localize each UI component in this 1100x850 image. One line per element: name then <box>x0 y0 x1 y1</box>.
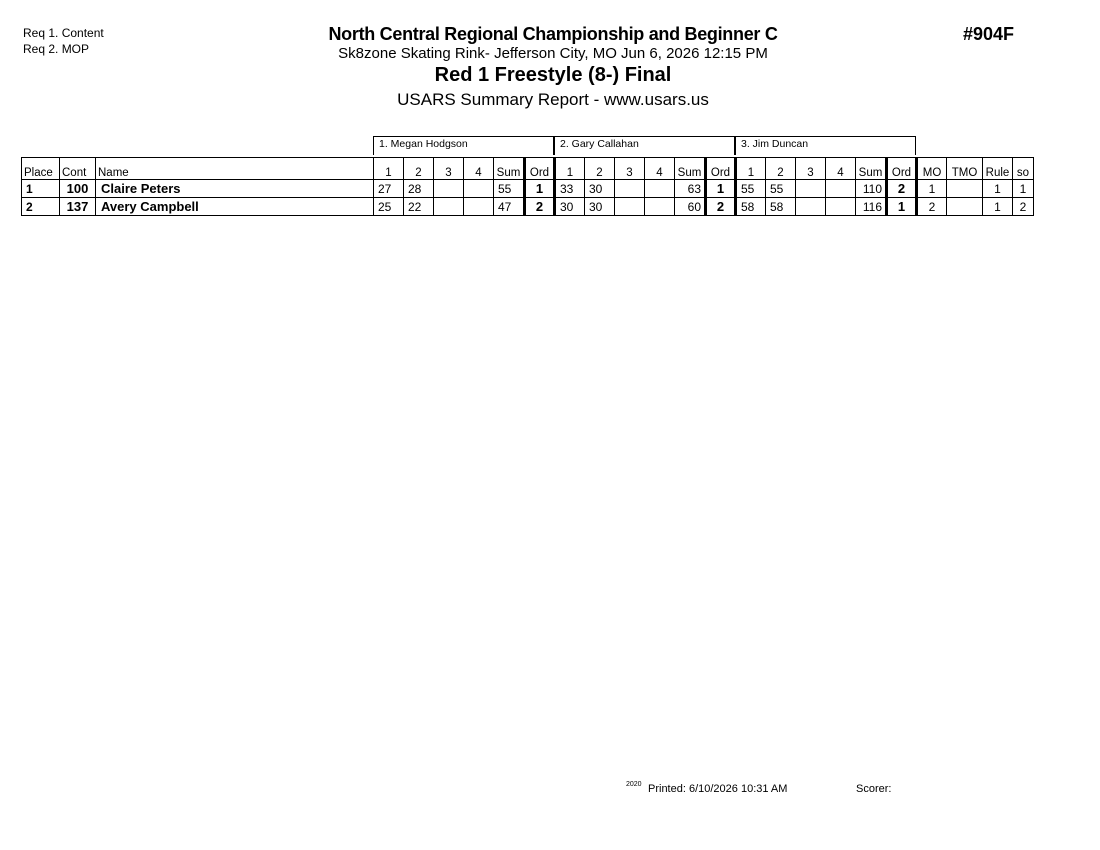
sum-cell: 63 <box>675 180 706 198</box>
score-cell <box>464 198 494 216</box>
so-cell: 2 <box>1013 198 1034 216</box>
header-row <box>22 158 1034 180</box>
score-cell <box>434 198 464 216</box>
col-j3-sum: Sum <box>856 158 887 180</box>
col-j1-score-1: 1 <box>374 158 404 180</box>
score-cell: 55 <box>736 180 766 198</box>
score-cell: 55 <box>766 180 796 198</box>
score-cell: 30 <box>585 180 615 198</box>
col-j3-score-2: 2 <box>766 158 796 180</box>
score-cell: 22 <box>404 198 434 216</box>
ord-cell: 1 <box>525 180 555 198</box>
event-code: #904F <box>963 24 1015 44</box>
score-cell: 28 <box>404 180 434 198</box>
score-cell: 25 <box>374 198 404 216</box>
judge-header-3: 3. Jim Duncan <box>735 136 916 155</box>
mo-cell: 2 <box>917 198 947 216</box>
table-row <box>22 198 1034 216</box>
col-j2-ord: Ord <box>706 158 736 180</box>
col-mo: MO <box>917 158 947 180</box>
score-cell <box>796 198 826 216</box>
cont-cell: 100 <box>60 180 96 198</box>
col-tmo: TMO <box>947 158 983 180</box>
ord-cell: 2 <box>706 198 736 216</box>
report-title: USARS Summary Report - www.usars.us <box>397 90 709 109</box>
ord-cell: 1 <box>887 198 917 216</box>
place-cell: 2 <box>22 198 60 216</box>
name-cell: Avery Campbell <box>96 198 374 216</box>
col-j2-sum: Sum <box>675 158 706 180</box>
place-cell: 1 <box>22 180 60 198</box>
col-j2-score-3: 3 <box>615 158 645 180</box>
col-j3-score-4: 4 <box>826 158 856 180</box>
col-j2-score-4: 4 <box>645 158 675 180</box>
ord-cell: 2 <box>525 198 555 216</box>
judge-header-1: 1. Megan Hodgson <box>373 136 554 155</box>
score-cell <box>615 198 645 216</box>
cont-cell: 137 <box>60 198 96 216</box>
rule-cell: 1 <box>983 198 1013 216</box>
score-cell <box>615 180 645 198</box>
col-j1-sum: Sum <box>494 158 525 180</box>
results-table <box>21 157 1034 216</box>
score-cell: 30 <box>555 198 585 216</box>
so-cell: 1 <box>1013 180 1034 198</box>
col-j2-score-1: 1 <box>555 158 585 180</box>
event-title: Red 1 Freestyle (8-) Final <box>434 64 672 86</box>
score-cell: 27 <box>374 180 404 198</box>
score-cell: 58 <box>736 198 766 216</box>
score-cell <box>645 198 675 216</box>
sum-cell: 55 <box>494 180 525 198</box>
col-j3-score-3: 3 <box>796 158 826 180</box>
score-cell <box>645 180 675 198</box>
competition-title: North Central Regional Championship and Beginner C <box>328 24 778 44</box>
col-j1-ord: Ord <box>525 158 555 180</box>
score-cell <box>826 180 856 198</box>
rule-cell: 1 <box>983 180 1013 198</box>
col-cont: Cont <box>60 158 96 180</box>
venue-line: Sk8zone Skating Rink- Jefferson City, MO Jun 6, 2026 12:15 PM <box>338 45 768 62</box>
score-cell <box>796 180 826 198</box>
col-rule: Rule <box>983 158 1013 180</box>
col-j1-score-2: 2 <box>404 158 434 180</box>
col-j2-score-2: 2 <box>585 158 615 180</box>
score-cell <box>826 198 856 216</box>
col-place: Place <box>22 158 60 180</box>
table-row <box>22 180 1034 198</box>
col-j3-score-1: 1 <box>736 158 766 180</box>
ord-cell: 2 <box>887 180 917 198</box>
ord-cell: 1 <box>706 180 736 198</box>
tmo-cell <box>947 180 983 198</box>
col-so: so <box>1013 158 1034 180</box>
mo-cell: 1 <box>917 180 947 198</box>
tmo-cell <box>947 198 983 216</box>
sum-cell: 60 <box>675 198 706 216</box>
sum-cell: 47 <box>494 198 525 216</box>
sum-cell: 110 <box>856 180 887 198</box>
judge-header-2: 2. Gary Callahan <box>554 136 735 155</box>
score-cell: 30 <box>585 198 615 216</box>
col-j3-ord: Ord <box>887 158 917 180</box>
col-name: Name <box>96 158 374 180</box>
name-cell: Claire Peters <box>96 180 374 198</box>
printed-timestamp: Printed: 6/10/2026 10:31 AM <box>648 783 788 795</box>
scorer-label: Scorer: <box>856 783 892 795</box>
col-j1-score-3: 3 <box>434 158 464 180</box>
score-cell <box>464 180 494 198</box>
score-cell <box>434 180 464 198</box>
sum-cell: 116 <box>856 198 887 216</box>
requirement-1: Req 1. Content <box>23 26 104 40</box>
score-cell: 58 <box>766 198 796 216</box>
requirement-2: Req 2. MOP <box>23 42 90 56</box>
score-cell: 33 <box>555 180 585 198</box>
col-j1-score-4: 4 <box>464 158 494 180</box>
footer-code: 2020 <box>626 781 642 788</box>
